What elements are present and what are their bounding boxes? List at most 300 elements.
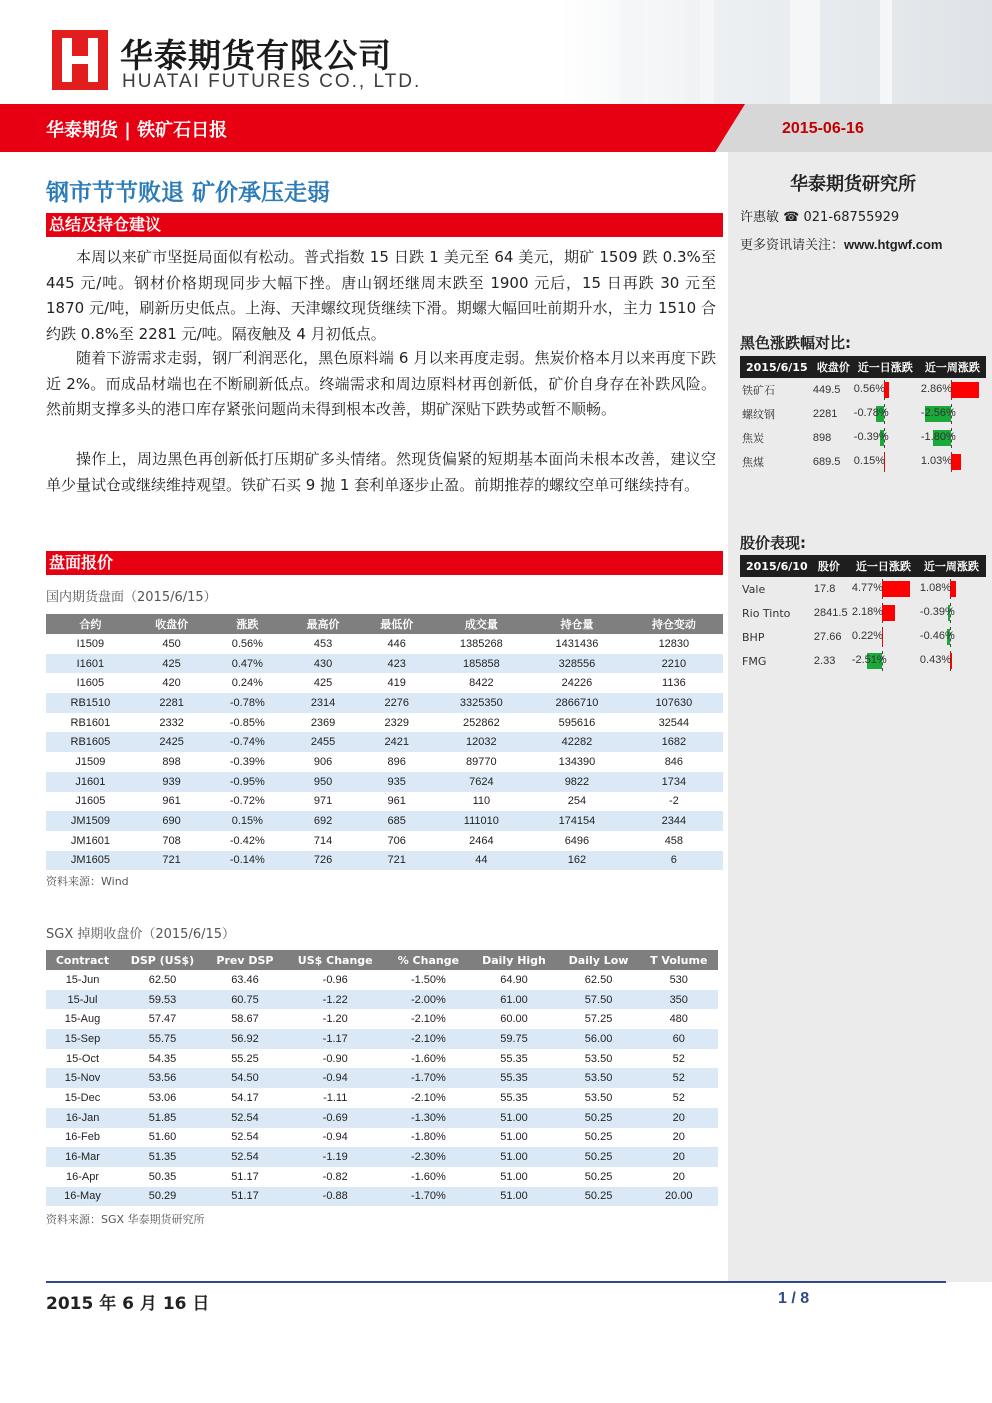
sgx-cell: 60.00: [500, 1013, 528, 1026]
sgx-cell: -0.94: [284, 1068, 386, 1088]
domestic-cell: 7624: [434, 772, 530, 792]
domestic-cell: JM1509: [46, 811, 135, 831]
summary-heading: 总结及持仓建议: [46, 213, 723, 237]
row-label: Vale: [742, 582, 766, 596]
domestic-cell: 690: [135, 811, 209, 831]
domestic-cell: 420: [162, 677, 181, 690]
domestic-cell: 110: [472, 795, 491, 808]
sgx-cell: -1.17: [284, 1029, 386, 1049]
table-row: [46, 1088, 718, 1108]
sgx-cell: 15-Jul: [46, 990, 119, 1010]
table-row: [46, 752, 723, 772]
domestic-cell: 185858: [434, 654, 530, 674]
change-value: -0.39%: [919, 606, 955, 618]
sgx-cell: -1.70%: [386, 1068, 470, 1088]
change-value: 4.77%: [851, 582, 884, 594]
table-row: [740, 402, 986, 426]
domestic-cell: 425: [135, 654, 209, 674]
sgx-cell: 60: [639, 1029, 718, 1049]
summary-paragraph-3: 操作上，周边黑色再创新低打压期矿多头情绪。然现货偏紧的短期基本面尚未根本改善，建议空单少量试仓或继续维持观望。铁矿石买 9 抛 1 套利单逐步止盈。前期推荐的螺纹空单可继续持有。: [46, 450, 716, 494]
sgx-cell: 20.00: [639, 1187, 718, 1207]
table-row: [740, 426, 986, 450]
sgx-header-cell: Contract: [46, 950, 119, 970]
black-header-cell: 近一周涨跌: [919, 356, 986, 378]
sgx-cell: 51.00: [470, 1187, 557, 1207]
sgx-cell: 52.54: [231, 1131, 259, 1144]
sgx-cell: 16-Mar: [46, 1147, 119, 1167]
domestic-cell: 1136: [662, 677, 686, 690]
stock-header-cell: 2015/6/10: [740, 555, 812, 577]
price-cell: 2841.5: [813, 607, 848, 619]
row-label: 焦煤: [742, 456, 764, 469]
domestic-header-cell: 合约: [46, 614, 135, 634]
sgx-cell: 50.35: [148, 1170, 177, 1183]
more-label: 更多资讯请关注：: [740, 238, 845, 253]
sgx-cell: 55.35: [500, 1091, 528, 1104]
domestic-cell: 2332: [159, 716, 184, 729]
sgx-header-cell: DSP (US$): [119, 950, 206, 970]
sgx-cell: 350: [639, 990, 718, 1010]
more-info: [740, 234, 942, 253]
change-value: 0.15%: [853, 455, 885, 467]
domestic-cell: JM1601: [70, 834, 110, 847]
sgx-cell: 52.54: [206, 1147, 284, 1167]
domestic-cell: 425: [313, 677, 333, 690]
domestic-cell: -0.85%: [229, 716, 265, 729]
domestic-header-cell: 持仓变动: [625, 614, 723, 634]
domestic-cell: 8422: [469, 677, 494, 690]
sgx-cell: 55.75: [119, 1029, 206, 1049]
domestic-cell: 714: [313, 834, 333, 847]
sgx-cell: 15-Aug: [64, 1013, 101, 1026]
sgx-cell: 57.50: [558, 990, 640, 1010]
sgx-cell: -0.88: [284, 1187, 386, 1207]
domestic-cell: 2314: [286, 693, 360, 713]
summary-paragraph-1: 本周以来矿市坚挺局面似有松动。普式指数 15 日跌 1 美元至 64 美元，期矿 1509 跌 0.3%至 445 元/吨。钢材价格期现同步大幅下挫。唐山钢坯继周末跌至 1900 元后，15 日再跌 30 元至 1870 元/吨，刷新历史低点。上海、天津螺纹现货继续下滑。期螺大幅回吐前期升水，主力 1510 合约跌 0.8%至 2281 元/吨。隔夜触及 4 月初低点。: [46, 248, 716, 343]
sgx-cell: -1.19: [284, 1147, 386, 1167]
table-row: [740, 450, 986, 474]
domestic-caption: 国内期货盘面（2015/6/15）: [46, 590, 217, 605]
sgx-cell: -2.10%: [386, 1029, 470, 1049]
table-row: [46, 772, 723, 792]
sgx-cell: 55.25: [231, 1052, 259, 1065]
row-label: 螺纹钢: [742, 408, 775, 421]
stock-header-cell: 股价: [812, 555, 850, 577]
change-bar: [920, 651, 982, 671]
change-bar: [920, 603, 982, 623]
change-bar: [920, 627, 982, 647]
sgx-cell: 51.17: [231, 1170, 259, 1183]
table-row: [740, 625, 986, 649]
sgx-cell: 54.17: [231, 1091, 259, 1104]
domestic-cell: JM1605: [46, 851, 135, 871]
price-cell: 2.33: [813, 655, 836, 667]
sgx-cell: 52.54: [206, 1108, 284, 1128]
table-row: [46, 851, 723, 871]
table-row: [46, 970, 718, 990]
sgx-header-cell: % Change: [386, 950, 470, 970]
domestic-cell: 685: [360, 811, 434, 831]
domestic-header-cell: 持仓量: [529, 614, 625, 634]
sgx-cell: 51.35: [119, 1147, 206, 1167]
change-cell: [919, 426, 986, 450]
sgx-cell: 15-Sep: [46, 1029, 119, 1049]
analyst-name: 许惠敏: [740, 210, 780, 225]
sgx-cell: 16-Apr: [65, 1170, 100, 1183]
table-row: [740, 378, 986, 402]
sgx-cell: 20: [672, 1131, 685, 1144]
table-row: [46, 1009, 718, 1029]
domestic-cell: 961: [387, 795, 406, 808]
domestic-header-cell: 成交量: [434, 614, 530, 634]
sgx-cell: -2.30%: [386, 1147, 470, 1167]
sgx-cell: 16-Jan: [46, 1108, 119, 1128]
sgx-cell: 16-Feb: [65, 1131, 100, 1144]
change-cell: [919, 450, 986, 474]
change-bar-fill: [882, 605, 895, 621]
domestic-cell: 708: [162, 834, 181, 847]
sgx-cell: 53.50: [584, 1052, 613, 1065]
domestic-cell: J1601: [46, 772, 135, 792]
change-bar: [852, 627, 914, 647]
sgx-cell: 55.35: [470, 1068, 557, 1088]
domestic-cell: 726: [286, 851, 360, 871]
domestic-cell: RB1601: [70, 716, 111, 729]
sgx-cell: 63.46: [231, 973, 259, 986]
sgx-cell: 52: [672, 1091, 685, 1104]
change-value: -0.39%: [853, 431, 889, 443]
change-value: -2.51%: [851, 654, 887, 666]
domestic-cell: 453: [313, 637, 333, 650]
sgx-cell: 54.50: [206, 1068, 284, 1088]
domestic-cell: 1385268: [459, 637, 503, 650]
domestic-cell: 2281: [135, 693, 209, 713]
sgx-header-cell: Prev DSP: [206, 950, 284, 970]
black-header-cell: 近一日涨跌: [852, 356, 919, 378]
domestic-cell: 692: [286, 811, 360, 831]
domestic-cell: -0.39%: [229, 755, 265, 768]
table-row: [46, 634, 723, 654]
domestic-cell: 2210: [625, 654, 723, 674]
table-row: [46, 713, 723, 733]
domestic-cell: 939: [135, 772, 209, 792]
domestic-cell: -0.74%: [208, 732, 286, 752]
header: [0, 0, 992, 104]
sgx-cell: -2.10%: [410, 1091, 446, 1104]
change-cell: [919, 378, 986, 402]
domestic-cell: 721: [135, 851, 209, 871]
domestic-cell: 0.15%: [208, 811, 286, 831]
sgx-cell: 53.06: [148, 1091, 177, 1104]
sgx-cell: -1.20: [322, 1013, 348, 1026]
domestic-cell: 935: [360, 772, 434, 792]
domestic-cell: 896: [387, 755, 406, 768]
sgx-cell: 530: [669, 973, 688, 986]
change-cell: [918, 577, 986, 601]
sgx-header-cell: Daily Low: [558, 950, 640, 970]
sgx-cell: 50.25: [558, 1187, 640, 1207]
sgx-cell: 51.00: [470, 1108, 557, 1128]
domestic-cell: 107630: [625, 693, 723, 713]
analyst-phone: 021-68755929: [803, 210, 900, 225]
sgx-cell: 53.50: [584, 1091, 613, 1104]
sgx-cell: -0.94: [322, 1131, 348, 1144]
domestic-cell: 450: [162, 637, 181, 650]
domestic-cell: 2329: [384, 716, 409, 729]
domestic-cell: 2369: [310, 716, 336, 729]
domestic-cell: 252862: [462, 716, 500, 729]
price-cell: 898: [812, 432, 832, 444]
sgx-cell: 50.25: [558, 1147, 640, 1167]
header-decoration: [560, 0, 992, 104]
sgx-cell: 51.00: [500, 1170, 528, 1183]
domestic-cell: 328556: [529, 654, 625, 674]
table-row: [46, 1049, 718, 1069]
domestic-cell: 846: [664, 755, 684, 768]
sgx-cell: 15-Jun: [65, 973, 100, 986]
domestic-cell: 44: [434, 851, 530, 871]
sgx-swap-table: [46, 950, 718, 1206]
sgx-cell: 20: [639, 1147, 718, 1167]
sgx-cell: 52: [672, 1052, 685, 1065]
summary-paragraph-2: 随着下游需求走弱，钢厂利润恶化，黑色原料端 6 月以来再度走弱。焦炭价格本月以来再度下跌近 2%。而成品材端也在不断刷新低点。终端需求和周边原料材再创新低，矿价自身存在补跌风险。然前期支撑多头的港口库存紧张问题尚未得到根本改善，期矿深贴下跌势或暂不顺畅。: [46, 349, 716, 418]
quote-heading: 盘面报价: [46, 551, 723, 575]
article-title: 钢市节节败退 矿价承压走弱: [46, 180, 331, 206]
domestic-cell: I1605: [76, 677, 105, 690]
black-compare-title: 黑色涨跌幅对比:: [740, 334, 851, 352]
domestic-cell: 423: [360, 654, 434, 674]
sgx-cell: 50.29: [119, 1187, 206, 1207]
row-label: BHP: [742, 630, 765, 644]
report-title: 华泰期货 | 铁矿石日报: [46, 120, 228, 141]
change-value: -1.80%: [920, 431, 956, 443]
company-name-cn: 华泰期货有限公司: [120, 36, 392, 75]
domestic-cell: 1682: [625, 732, 723, 752]
domestic-cell: RB1510: [46, 693, 135, 713]
sgx-cell: 59.53: [119, 990, 206, 1010]
sgx-cell: 55.35: [500, 1052, 528, 1065]
sgx-cell: 60.75: [206, 990, 284, 1010]
domestic-cell: 12032: [434, 732, 530, 752]
footer-date: 2015 年 6 月 16 日: [46, 1294, 210, 1314]
table-row: [740, 649, 986, 673]
sgx-cell: 57.25: [584, 1013, 613, 1026]
company-name-en: HUATAI FUTURES CO., LTD.: [122, 71, 422, 92]
domestic-cell: 2421: [360, 732, 434, 752]
sgx-cell: -2.00%: [386, 990, 470, 1010]
change-value: 1.03%: [920, 455, 953, 467]
domestic-cell: 1734: [625, 772, 723, 792]
domestic-cell: 111010: [434, 811, 530, 831]
change-cell: [850, 577, 918, 601]
domestic-cell: 419: [387, 677, 406, 690]
domestic-cell: 446: [387, 637, 406, 650]
domestic-cell: 961: [162, 795, 181, 808]
sgx-cell: 20: [639, 1108, 718, 1128]
sgx-cell: 51.00: [500, 1131, 528, 1144]
change-value: 0.22%: [851, 630, 884, 642]
domestic-cell: 2276: [360, 693, 434, 713]
domestic-source: 资料来源：Wind: [46, 875, 129, 888]
change-bar: [920, 579, 982, 599]
table-row: [46, 990, 718, 1010]
change-bar: [854, 380, 916, 400]
change-bar: [854, 428, 916, 448]
change-cell: [918, 601, 986, 625]
sgx-header-cell: T Volume: [639, 950, 718, 970]
change-value: 0.56%: [853, 383, 885, 395]
institute-name: 华泰期货研究所: [790, 174, 916, 195]
sgx-cell: -1.50%: [410, 973, 446, 986]
sgx-cell: 53.50: [558, 1068, 640, 1088]
change-value: 0.43%: [919, 654, 952, 666]
phone-icon: ☎: [783, 210, 800, 225]
sgx-cell: 58.67: [231, 1013, 259, 1026]
sgx-cell: 62.50: [584, 973, 613, 986]
sgx-cell: 480: [669, 1013, 688, 1026]
row-label: Rio Tinto: [742, 606, 791, 620]
black-header-cell: 收盘价: [811, 356, 852, 378]
change-value: -0.46%: [919, 630, 955, 642]
sidebar: [728, 152, 992, 1282]
change-value: 2.86%: [920, 383, 953, 395]
domestic-cell: 162: [529, 851, 625, 871]
domestic-cell: 721: [360, 851, 434, 871]
row-label: 焦炭: [742, 432, 764, 445]
change-bar-fill: [951, 382, 980, 398]
sgx-cell: 61.00: [470, 990, 557, 1010]
domestic-futures-table: [46, 614, 723, 870]
table-row: [46, 1068, 718, 1088]
change-bar-fill: [882, 581, 911, 597]
domestic-cell: 2344: [625, 811, 723, 831]
sgx-cell: 20: [672, 1170, 685, 1183]
change-cell: [852, 402, 919, 426]
domestic-cell: 134390: [558, 755, 596, 768]
website-link[interactable]: www.htgwf.com: [844, 237, 943, 252]
table-row: [46, 1187, 718, 1207]
domestic-cell: 6496: [564, 834, 590, 847]
change-cell: [918, 649, 986, 673]
sgx-cell: 51.85: [119, 1108, 206, 1128]
domestic-cell: 254: [567, 795, 587, 808]
sgx-cell: 51.17: [206, 1187, 284, 1207]
domestic-header-cell: 收盘价: [135, 614, 209, 634]
sgx-cell: 51.00: [470, 1147, 557, 1167]
domestic-cell: 9822: [529, 772, 625, 792]
change-value: -2.56%: [920, 407, 956, 419]
black-compare-table: [740, 356, 986, 474]
sgx-cell: 51.60: [148, 1131, 177, 1144]
table-row: [46, 831, 723, 851]
change-value: 1.08%: [919, 582, 952, 594]
sgx-header-cell: Daily High: [470, 950, 557, 970]
table-row: [46, 1128, 718, 1148]
change-bar: [852, 603, 914, 623]
domestic-cell: 458: [664, 834, 684, 847]
table-row: [740, 601, 986, 625]
analyst-contact: [740, 206, 899, 225]
domestic-cell: 174154: [529, 811, 625, 831]
domestic-cell: 89770: [466, 755, 497, 768]
price-cell: 27.66: [813, 631, 842, 643]
domestic-cell: 6: [625, 851, 723, 871]
change-cell: [919, 402, 986, 426]
sgx-cell: -1.11: [323, 1091, 348, 1104]
table-row: [46, 1167, 718, 1187]
domestic-header-cell: 最低价: [360, 614, 434, 634]
domestic-cell: 595616: [558, 716, 596, 729]
domestic-cell: -0.42%: [229, 834, 265, 847]
domestic-header-cell: 涨跌: [208, 614, 286, 634]
sgx-cell: -2.10%: [410, 1013, 446, 1026]
domestic-cell: 2464: [469, 834, 494, 847]
change-bar: [854, 452, 916, 472]
domestic-cell: I1601: [46, 654, 135, 674]
change-bar: [921, 404, 983, 424]
stock-performance-title: 股价表现:: [740, 534, 806, 552]
sgx-cell: -1.30%: [386, 1108, 470, 1128]
domestic-cell: J1605: [75, 795, 106, 808]
price-cell: 17.8: [813, 583, 836, 595]
table-row: [46, 1029, 718, 1049]
domestic-cell: -0.14%: [208, 851, 286, 871]
domestic-cell: -2: [668, 795, 679, 808]
domestic-cell: 32544: [658, 716, 690, 729]
domestic-cell: 0.24%: [231, 677, 263, 690]
change-bar: [852, 651, 914, 671]
domestic-cell: 0.47%: [208, 654, 286, 674]
sgx-cell: -0.69: [284, 1108, 386, 1128]
sgx-cell: -1.70%: [386, 1187, 470, 1207]
sgx-source: 资料来源：SGX 华泰期货研究所: [46, 1213, 205, 1226]
change-bar: [921, 428, 983, 448]
stock-header-cell: 近一周涨跌: [918, 555, 986, 577]
sgx-cell: 57.47: [148, 1013, 177, 1026]
sgx-header-cell: US$ Change: [284, 950, 386, 970]
sgx-cell: 15-Dec: [64, 1091, 101, 1104]
domestic-cell: 2455: [286, 732, 360, 752]
sgx-cell: 50.25: [584, 1131, 613, 1144]
change-value: -0.78%: [853, 407, 889, 419]
domestic-cell: 3325350: [434, 693, 530, 713]
change-bar: [854, 404, 916, 424]
stock-performance-table: [740, 555, 986, 673]
domestic-cell: -0.72%: [229, 795, 265, 808]
price-cell: 689.5: [812, 456, 841, 468]
domestic-cell: J1509: [75, 755, 106, 768]
sgx-cell: 16-May: [46, 1187, 119, 1207]
change-cell: [850, 625, 918, 649]
domestic-cell: 12830: [658, 637, 690, 650]
stock-header-cell: 近一日涨跌: [850, 555, 918, 577]
black-header-cell: 2015/6/15: [740, 356, 811, 378]
sgx-cell: 50.25: [558, 1108, 640, 1128]
page-number: 1 / 8: [778, 1290, 810, 1307]
table-row: [46, 1147, 718, 1167]
table-row: [46, 732, 723, 752]
domestic-cell: RB1605: [46, 732, 135, 752]
sgx-cell: 59.75: [470, 1029, 557, 1049]
domestic-cell: 1431436: [555, 637, 599, 650]
sgx-cell: -0.96: [322, 973, 348, 986]
table-row: [46, 693, 723, 713]
change-cell: [850, 601, 918, 625]
sgx-cell: -0.90: [322, 1052, 348, 1065]
domestic-cell: -0.95%: [208, 772, 286, 792]
domestic-cell: 906: [313, 755, 333, 768]
sgx-cell: 56.92: [206, 1029, 284, 1049]
